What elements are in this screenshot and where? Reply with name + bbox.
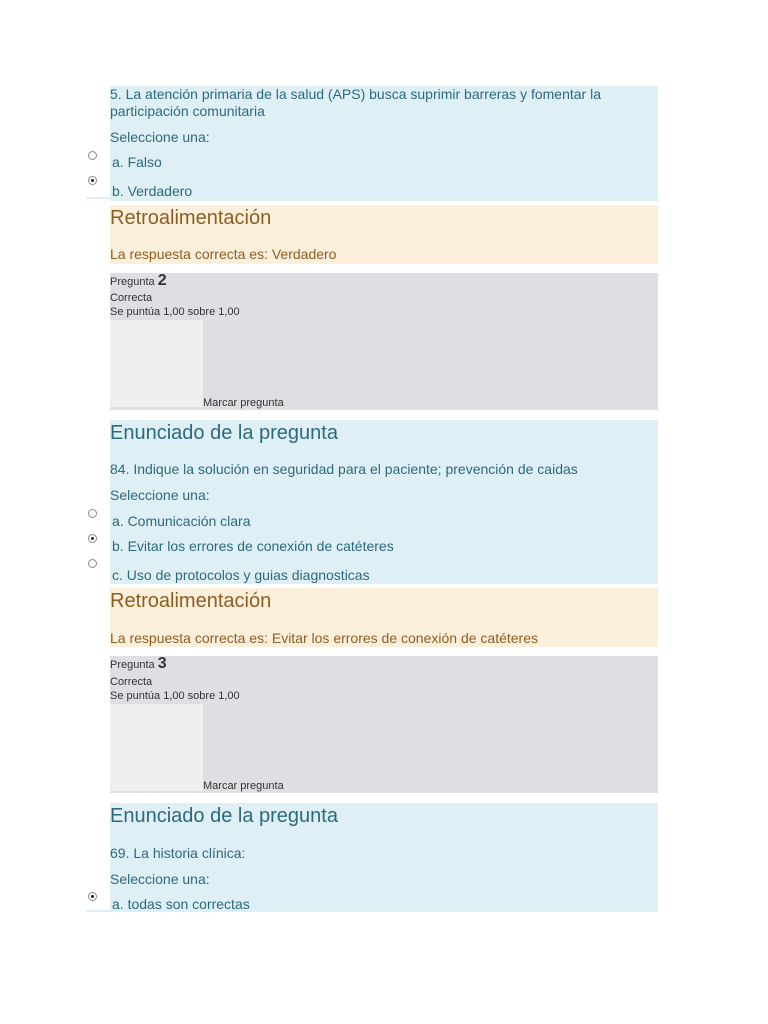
- question-3-label-text: Pregunta: [110, 659, 155, 671]
- question-3-score: Se puntúa 1,00 sobre 1,00: [110, 690, 240, 702]
- question-3-label: [110, 657, 167, 672]
- option-underline: [86, 197, 110, 199]
- question-1-feedback-title: Retroalimentación: [110, 207, 272, 229]
- question-2-feedback-text: La respuesta correcta es: Evitar los errores de conexión de catéteres: [110, 630, 538, 646]
- question-3-flag-box[interactable]: [110, 704, 203, 791]
- question-2-feedback-title: Retroalimentación: [110, 590, 272, 612]
- question-2-flag-box[interactable]: [110, 320, 203, 407]
- question-2-number: 2: [157, 272, 167, 289]
- question-1-option-b-radio[interactable]: [88, 176, 97, 185]
- question-3-number: 3: [157, 655, 167, 672]
- question-2-score: Se puntúa 1,00 sobre 1,00: [110, 306, 240, 318]
- question-1-prompt: Seleccione una:: [110, 129, 210, 145]
- question-2-option-b-radio[interactable]: [88, 534, 97, 543]
- question-2-prompt: Seleccione una:: [110, 487, 210, 503]
- question-3-heading: Enunciado de la pregunta: [110, 805, 338, 827]
- question-3-text: 69. La historia clínica:: [110, 845, 246, 861]
- question-2-heading: Enunciado de la pregunta: [110, 422, 338, 444]
- question-2-label-text: Pregunta: [110, 276, 155, 288]
- question-3-flag-link[interactable]: Marcar pregunta: [203, 780, 284, 792]
- question-2-label: [110, 274, 167, 289]
- question-1-option-b-label[interactable]: b. Verdadero: [112, 183, 193, 199]
- question-2-option-b-label[interactable]: b. Evitar los errores de conexión de catéteres: [112, 538, 394, 554]
- question-2-status: Correcta: [110, 292, 153, 304]
- option-underline: [86, 910, 110, 912]
- question-3-prompt: Seleccione una:: [110, 871, 210, 887]
- question-3-option-a-radio[interactable]: [88, 892, 97, 901]
- question-2-option-c-radio[interactable]: [88, 559, 97, 568]
- question-2-option-c-label[interactable]: c. Uso de protocolos y guias diagnosticas: [112, 567, 370, 583]
- question-2-text: 84. Indique la solución en seguridad para el paciente; prevención de caidas: [110, 461, 578, 477]
- question-2-option-a-radio[interactable]: [88, 509, 97, 518]
- question-2-option-a-label[interactable]: a. Comunicación clara: [112, 513, 251, 529]
- question-2-flag-link[interactable]: Marcar pregunta: [203, 397, 284, 409]
- question-1-text: 5. La atención primaria de la salud (APS) busca suprimir barreras y fomentar la participación comunitaria: [110, 86, 601, 119]
- question-3-status: Correcta: [110, 676, 153, 688]
- question-1-option-a-label[interactable]: a. Falso: [112, 154, 162, 170]
- question-1-feedback-text: La respuesta correcta es: Verdadero: [110, 246, 337, 262]
- question-1-option-a-radio[interactable]: [88, 151, 97, 160]
- question-3-option-a-label[interactable]: a. todas son correctas: [112, 896, 250, 912]
